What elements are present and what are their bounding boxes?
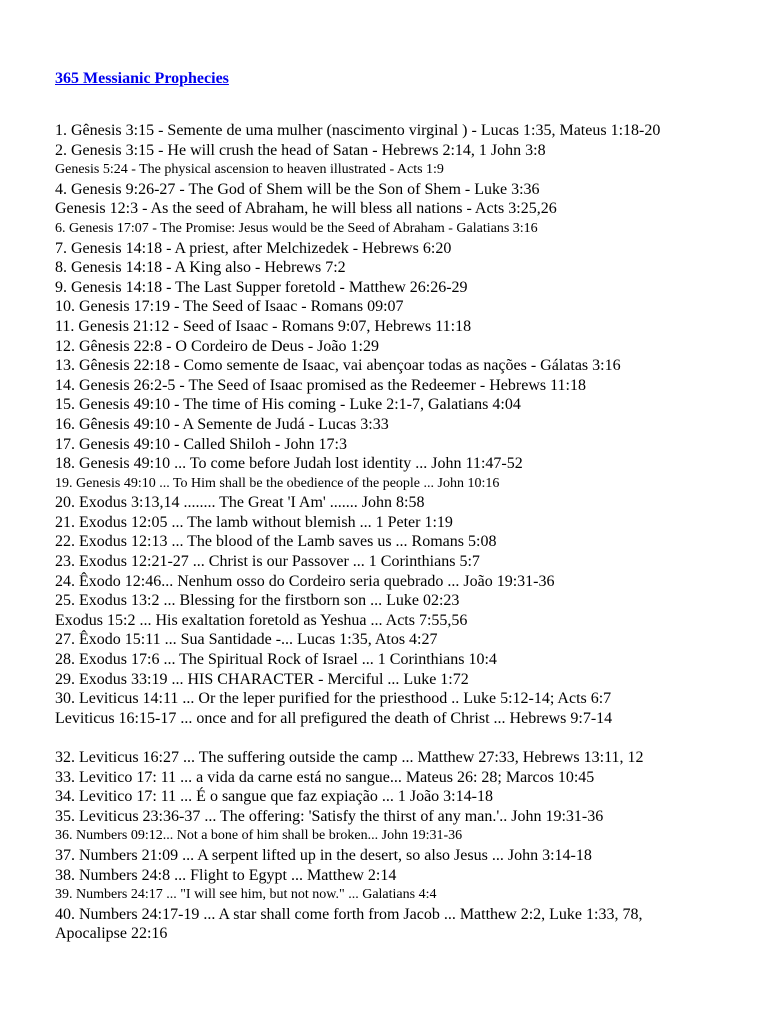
prophecy-line: Exodus 15:2 ... His exaltation foretold as Yeshua ... Acts 7:55,56 bbox=[55, 611, 468, 629]
prophecy-line: 16. Gênesis 49:10 - A Semente de Judá - Lucas 3:33 bbox=[55, 415, 389, 433]
prophecy-line: 24. Êxodo 12:46... Nenhum osso do Cordeiro seria quebrado ... João 19:31-36 bbox=[55, 572, 555, 590]
prophecy-line: 33. Levitico 17: 11 ... a vida da carne está no sangue... Mateus 26: 28; Marcos 10:45 bbox=[55, 768, 595, 786]
prophecy-line: 37. Numbers 21:09 ... A serpent lifted up in the desert, so also Jesus ... John 3:14-18 bbox=[55, 846, 592, 864]
prophecy-line: 29. Exodus 33:19 ... HIS CHARACTER - Merciful ... Luke 1:72 bbox=[55, 670, 469, 688]
prophecy-line: 4. Genesis 9:26-27 - The God of Shem will be the Son of Shem - Luke 3:36 bbox=[55, 180, 540, 198]
prophecy-line: 34. Levitico 17: 11 ... É o sangue que faz expiação ... 1 João 3:14-18 bbox=[55, 788, 493, 806]
prophecy-line: 1. Gênesis 3:15 - Semente de uma mulher (nascimento virginal ) - Lucas 1:35, Mateus 1:18-20 bbox=[55, 122, 661, 139]
prophecy-line: 10. Genesis 17:19 - The Seed of Isaac - Romans 09:07 bbox=[55, 298, 404, 316]
prophecy-line: Leviticus 16:15-17 ... once and for all prefigured the death of Christ ... Hebrews 9:7-14 bbox=[55, 709, 613, 727]
prophecy-line: 35. Leviticus 23:36-37 ... The offering: 'Satisfy the thirst of any man.'.. John 19:31-36 bbox=[55, 807, 604, 825]
prophecy-line: 20. Exodus 3:13,14 ........ The Great 'I Am' ....... John 8:58 bbox=[55, 494, 425, 512]
prophecy-line: 28. Exodus 17:6 ... The Spiritual Rock of Israel ... 1 Corinthians 10:4 bbox=[55, 651, 497, 669]
prophecy-line: 13. Gênesis 22:18 - Como semente de Isaac, vai abençoar todas as nações - Gálatas 3:16 bbox=[55, 357, 621, 375]
prophecy-list bbox=[55, 121, 715, 944]
prophecy-line: 12. Gênesis 22:8 - O Cordeiro de Deus - João 1:29 bbox=[55, 337, 379, 355]
prophecy-line: Genesis 5:24 - The physical ascension to heaven illustrated - Acts 1:9 bbox=[55, 162, 444, 178]
prophecy-line: 15. Genesis 49:10 - The time of His coming - Luke 2:1-7, Galatians 4:04 bbox=[55, 396, 521, 414]
prophecy-line: 23. Exodus 12:21-27 ... Christ is our Passover ... 1 Corinthians 5:7 bbox=[55, 553, 480, 571]
prophecy-line: 17. Genesis 49:10 - Called Shiloh - John 17:3 bbox=[55, 435, 347, 453]
prophecy-line: 30. Leviticus 14:11 ... Or the leper purified for the priesthood .. Luke 5:12-14; Acts 6:7 bbox=[55, 690, 612, 708]
prophecy-line: 18. Genesis 49:10 ... To come before Judah lost identity ... John 11:47-52 bbox=[55, 455, 523, 473]
document-page bbox=[55, 68, 715, 944]
prophecy-line: 22. Exodus 12:13 ... The blood of the Lamb saves us ... Romans 5:08 bbox=[55, 533, 497, 551]
prophecy-line: 32. Leviticus 16:27 ... The suffering outside the camp ... Matthew 27:33, Hebrews 13:11, 12 bbox=[55, 749, 644, 766]
prophecy-line: 6. Genesis 17:07 - The Promise: Jesus would be the Seed of Abraham - Galatians 3:16 bbox=[55, 220, 538, 236]
page-title-link[interactable]: 365 Messianic Prophecies bbox=[55, 70, 229, 87]
prophecy-line: 21. Exodus 12:05 ... The lamb without blemish ... 1 Peter 1:19 bbox=[55, 513, 453, 531]
prophecy-line: 39. Numbers 24:17 ... "I will see him, but not now." ... Galatians 4:4 bbox=[55, 887, 437, 903]
prophecy-line: 7. Genesis 14:18 - A priest, after Melchizedek - Hebrews 6:20 bbox=[55, 239, 452, 257]
prophecy-line: 19. Genesis 49:10 ... To Him shall be the obedience of the people ... John 10:16 bbox=[55, 475, 500, 491]
blank-line bbox=[55, 728, 715, 748]
prophecy-line: 14. Genesis 26:2-5 - The Seed of Isaac promised as the Redeemer - Hebrews 11:18 bbox=[55, 376, 586, 394]
prophecy-line: 38. Numbers 24:8 ... Flight to Egypt ... Matthew 2:14 bbox=[55, 866, 397, 884]
prophecy-line: 11. Genesis 21:12 - Seed of Isaac - Romans 9:07, Hebrews 11:18 bbox=[55, 317, 472, 335]
prophecy-line: Genesis 12:3 - As the seed of Abraham, he will bless all nations - Acts 3:25,26 bbox=[55, 200, 557, 218]
prophecy-line: 9. Genesis 14:18 - The Last Supper foretold - Matthew 26:26-29 bbox=[55, 278, 468, 296]
prophecy-line: 2. Genesis 3:15 - He will crush the head of Satan - Hebrews 2:14, 1 John 3:8 bbox=[55, 141, 546, 159]
prophecy-line: 27. Êxodo 15:11 ... Sua Santidade -... Lucas 1:35, Atos 4:27 bbox=[55, 631, 438, 649]
prophecy-line: 40. Numbers 24:17-19 ... A star shall come forth from Jacob ... Matthew 2:2, Luke 1:33, 78, Apocalipse 22:16 bbox=[55, 905, 643, 943]
prophecy-line: 36. Numbers 09:12... Not a bone of him shall be broken... John 19:31-36 bbox=[55, 828, 463, 844]
prophecy-line: 8. Genesis 14:18 - A King also - Hebrews 7:2 bbox=[55, 259, 346, 277]
prophecy-line: 25. Exodus 13:2 ... Blessing for the firstborn son ... Luke 02:23 bbox=[55, 592, 460, 610]
